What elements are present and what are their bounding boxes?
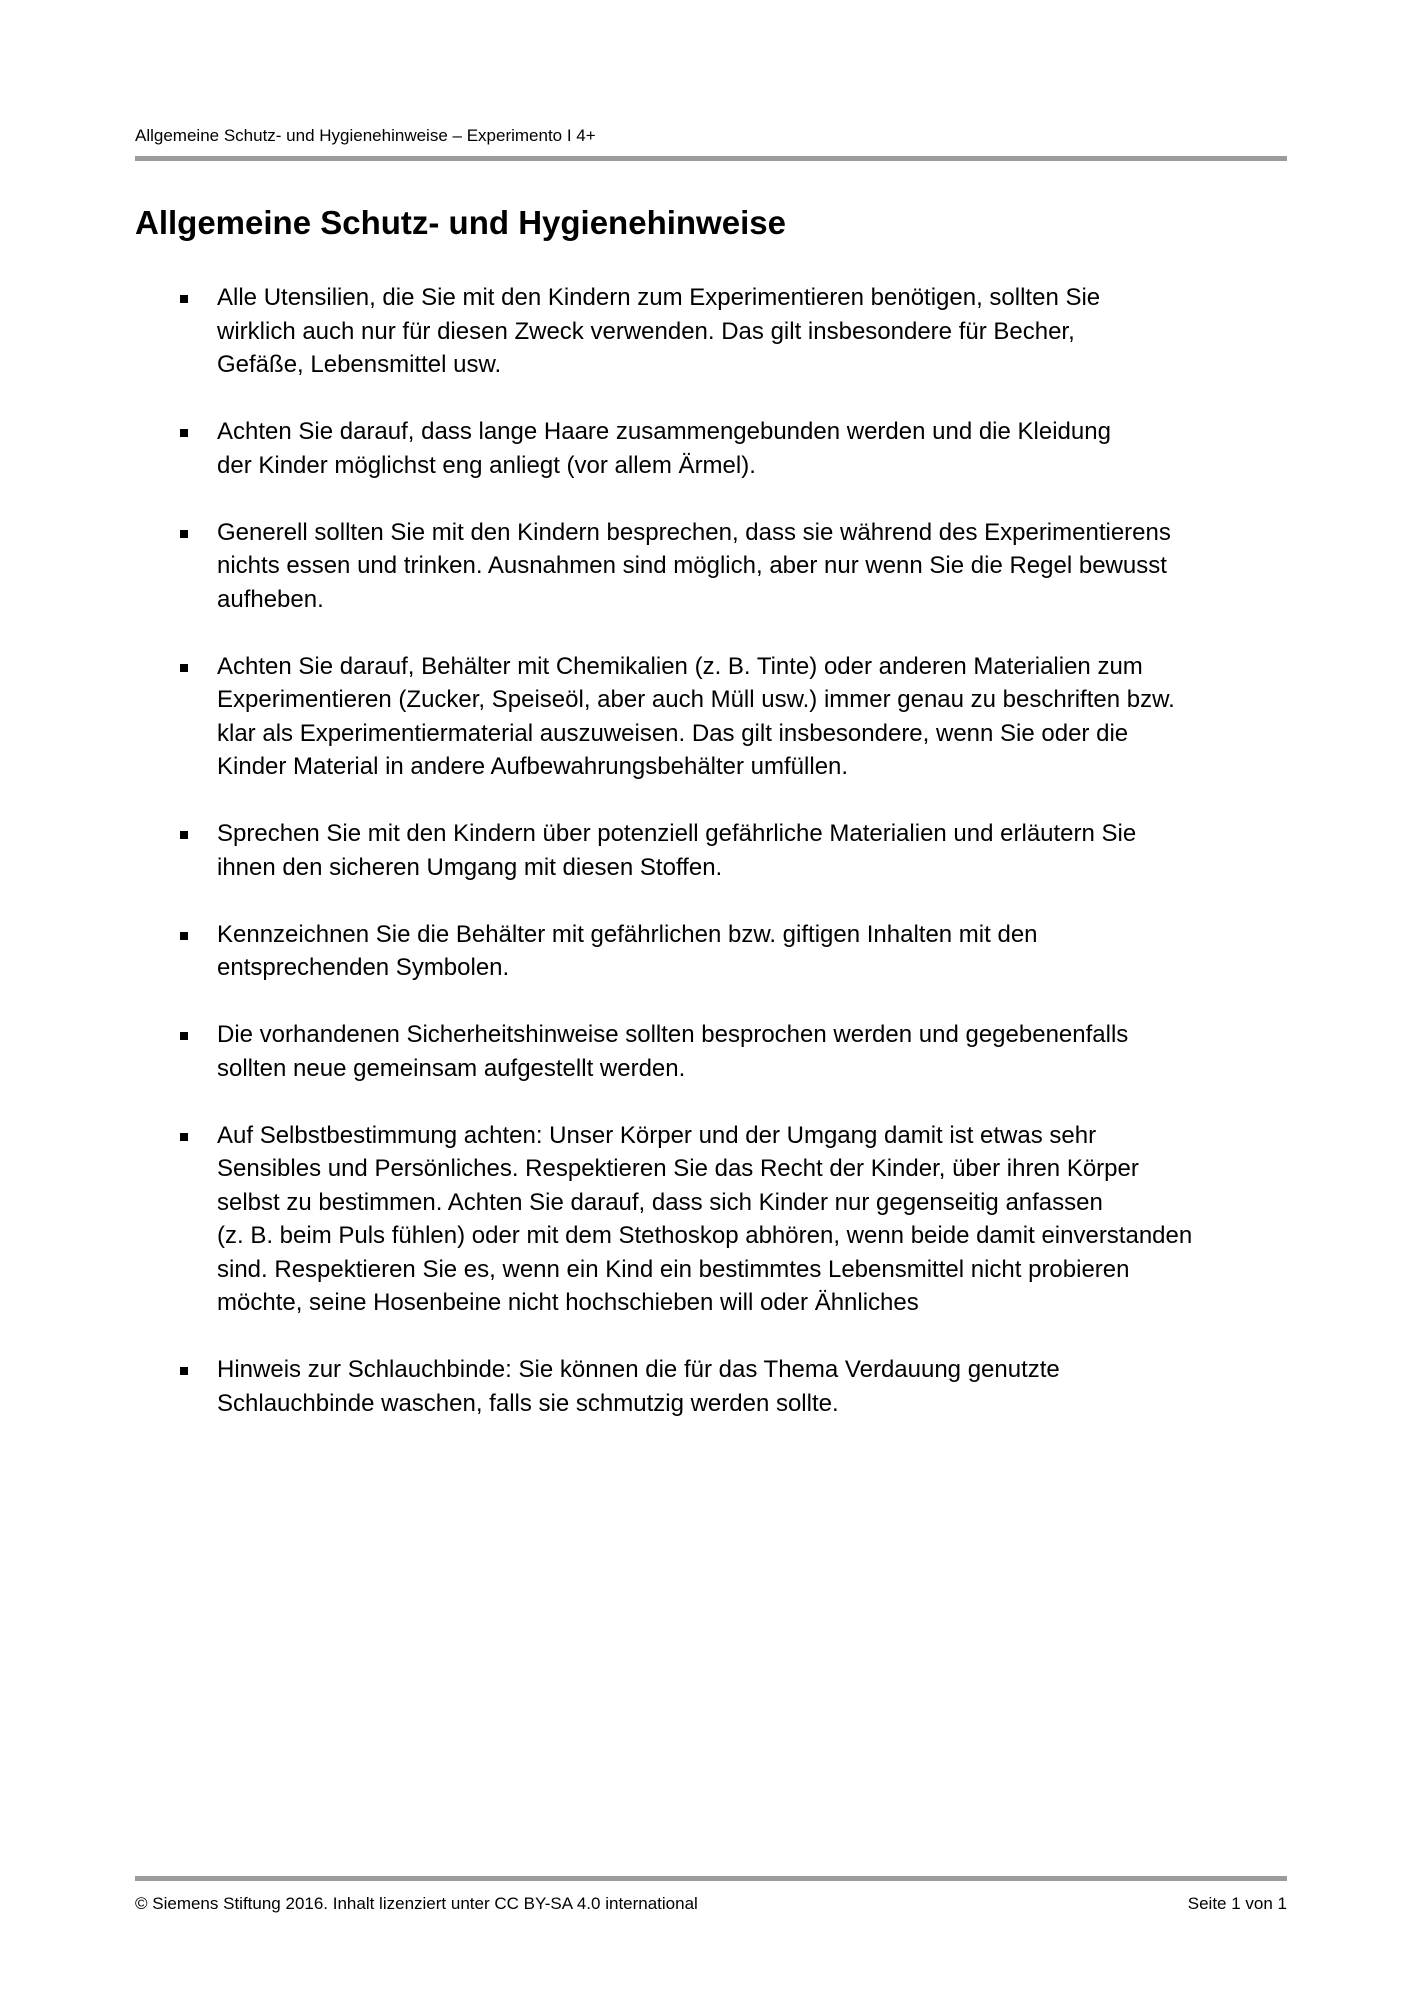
bullet-square-icon bbox=[180, 1367, 188, 1375]
footer-rule bbox=[135, 1876, 1287, 1881]
bullet-square-icon bbox=[180, 530, 188, 538]
bullet-text-line: Auf Selbstbestimmung achten: Unser Körper und der Umgang damit ist etwas sehr bbox=[217, 1121, 1097, 1149]
list-item bbox=[135, 1018, 1295, 1085]
running-header: Allgemeine Schutz- und Hygienehinweise – Experimento I 4+ bbox=[135, 126, 596, 145]
footer-license: © Siemens Stiftung 2016. Inhalt lizenziert unter CC BY-SA 4.0 international bbox=[135, 1894, 698, 1913]
bullet-square-icon bbox=[180, 1133, 188, 1141]
bullet-text-line: Sprechen Sie mit den Kindern über potenziell gefährliche Materialien und erläutern Sie bbox=[217, 820, 1137, 847]
bullet-text-line: der Kinder möglichst eng anliegt (vor allem Ärmel). bbox=[217, 451, 756, 479]
list-item bbox=[135, 817, 1295, 884]
bullet-text-line: aufheben. bbox=[217, 585, 324, 613]
bullet-text-line: Achten Sie darauf, Behälter mit Chemikalien (z. B. Tinte) oder anderen Materialien zum bbox=[217, 652, 1143, 680]
list-item bbox=[135, 1353, 1295, 1420]
bullet-text-line: sind. Respektieren Sie es, wenn ein Kind ein bestimmtes Lebensmittel nicht probieren bbox=[217, 1255, 1130, 1283]
bullet-text-line: klar als Experimentiermaterial auszuweisen. Das gilt insbesondere, wenn Sie oder die bbox=[217, 719, 1129, 747]
bullet-square-icon bbox=[180, 429, 188, 437]
bullet-square-icon bbox=[180, 1032, 188, 1040]
page-title: Allgemeine Schutz- und Hygienehinweise bbox=[135, 204, 786, 241]
bullet-text-line: Hinweis zur Schlauchbinde: Sie können die für das Thema Verdauung genutzte bbox=[217, 1356, 1060, 1383]
bullet-text-line: Gefäße, Lebensmittel usw. bbox=[217, 351, 502, 378]
bullet-list bbox=[135, 281, 1295, 1454]
bullet-text-line: Die vorhandenen Sicherheitshinweise sollten besprochen werden und gegebenenfalls bbox=[217, 1021, 1129, 1048]
list-item bbox=[135, 650, 1295, 784]
list-item bbox=[135, 918, 1295, 985]
bullet-text-line: Achten Sie darauf, dass lange Haare zusammengebunden werden und die Kleidung bbox=[217, 418, 1111, 445]
bullet-text-line: entsprechenden Symbolen. bbox=[217, 954, 510, 981]
bullet-text-line: wirklich auch nur für diesen Zweck verwenden. Das gilt insbesondere für Becher, bbox=[217, 317, 1075, 345]
bullet-text-line: nichts essen und trinken. Ausnahmen sind möglich, aber nur wenn Sie die Regel bewusst bbox=[217, 552, 1167, 579]
bullet-square-icon bbox=[180, 932, 188, 940]
bullet-text-line: Kennzeichnen Sie die Behälter mit gefährlichen bzw. giftigen Inhalten mit den bbox=[217, 920, 1038, 948]
list-item bbox=[135, 516, 1295, 617]
list-item bbox=[135, 281, 1295, 382]
bullet-text-line: Sensibles und Persönliches. Respektieren Sie das Recht der Kinder, über ihren Körper bbox=[217, 1155, 1139, 1182]
bullet-text-line: sollten neue gemeinsam aufgestellt werden. bbox=[217, 1054, 686, 1082]
bullet-text-line: selbst zu bestimmen. Achten Sie darauf, dass sich Kinder nur gegenseitig anfassen bbox=[217, 1188, 1103, 1216]
bullet-text-line: möchte, seine Hosenbeine nicht hochschieben will oder Ähnliches bbox=[217, 1289, 919, 1316]
bullet-square-icon bbox=[180, 831, 188, 839]
bullet-text-line: ihnen den sicheren Umgang mit diesen Stoffen. bbox=[217, 853, 723, 881]
bullet-text-line: Experimentieren (Zucker, Speiseöl, aber auch Müll usw.) immer genau zu beschriften bzw. bbox=[217, 686, 1175, 713]
bullet-text-line: Schlauchbinde waschen, falls sie schmutzig werden sollte. bbox=[217, 1389, 839, 1417]
list-item bbox=[135, 1119, 1295, 1320]
footer-page-number: Seite 1 von 1 bbox=[1187, 1894, 1287, 1913]
list-item bbox=[135, 415, 1295, 482]
bullet-text-line: (z. B. beim Puls fühlen) oder mit dem Stethoskop abhören, wenn beide damit einverstanden bbox=[217, 1222, 1193, 1249]
bullet-square-icon bbox=[180, 295, 188, 303]
bullet-text-line: Kinder Material in andere Aufbewahrungsbehälter umfüllen. bbox=[217, 753, 849, 780]
bullet-text-line: Alle Utensilien, die Sie mit den Kindern zum Experimentieren benötigen, sollten Sie bbox=[217, 284, 1101, 311]
bullet-text-line: Generell sollten Sie mit den Kindern besprechen, dass sie während des Experimentierens bbox=[217, 518, 1171, 546]
bullet-square-icon bbox=[180, 664, 188, 672]
header-rule bbox=[135, 156, 1287, 161]
